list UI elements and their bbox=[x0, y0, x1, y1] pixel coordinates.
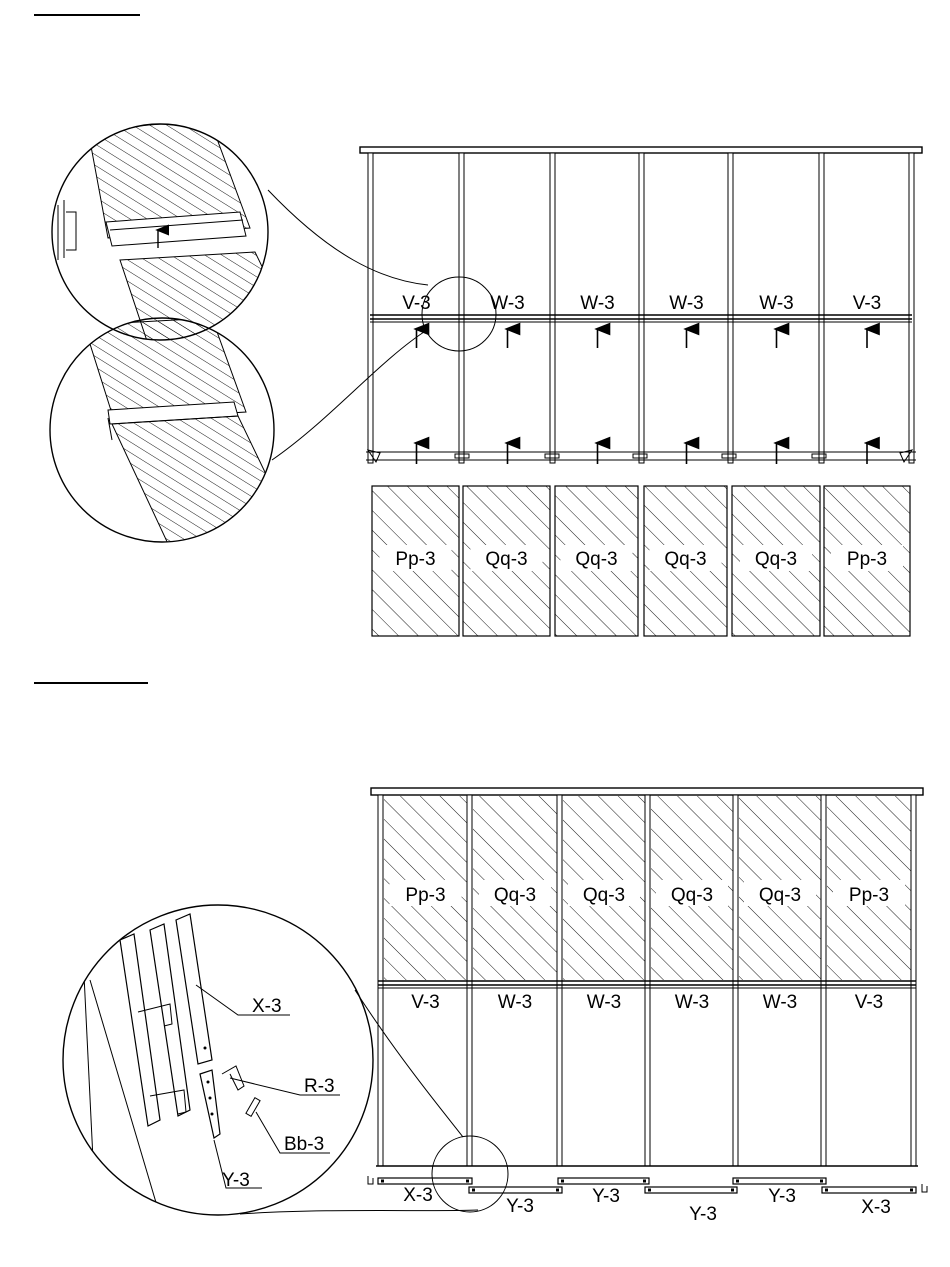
hatched-panel bbox=[732, 486, 820, 636]
step1-leader-curves bbox=[268, 190, 428, 460]
base-rail-label: Y-3 bbox=[768, 1186, 796, 1207]
hatched-panel bbox=[384, 796, 467, 980]
base-rail-label: X-3 bbox=[861, 1197, 891, 1218]
base-rail-label: Y-3 bbox=[592, 1186, 620, 1207]
step1-section bbox=[34, 15, 922, 636]
step1-detail-bottom bbox=[50, 318, 300, 548]
panel-label: Qq-3 bbox=[758, 885, 802, 906]
step1-frame-posts bbox=[368, 153, 914, 463]
hatched-panel bbox=[463, 486, 550, 636]
base-rail bbox=[733, 1178, 826, 1207]
frame-post bbox=[368, 153, 373, 463]
step1-top-beam bbox=[360, 147, 922, 153]
base-rail bbox=[558, 1178, 649, 1207]
step2-top-beam bbox=[371, 788, 923, 795]
rail-label: W-3 bbox=[674, 992, 710, 1013]
panel-label: Pp-3 bbox=[848, 885, 890, 906]
rail-label: W-3 bbox=[580, 293, 615, 314]
right-end-bracket bbox=[922, 1184, 927, 1192]
base-rail bbox=[378, 1178, 472, 1206]
hatched-panel bbox=[555, 486, 638, 636]
panel-label: Pp-3 bbox=[395, 549, 436, 570]
panel-label: Qq-3 bbox=[582, 885, 626, 906]
detail-callout-label: R-3 bbox=[304, 1076, 335, 1097]
rail-label: W-3 bbox=[497, 992, 533, 1013]
rail-label: W-3 bbox=[586, 992, 622, 1013]
panel-label: Qq-3 bbox=[493, 885, 537, 906]
base-rail bbox=[645, 1187, 737, 1225]
base-rail bbox=[469, 1187, 562, 1217]
detail-callout-label: Y-3 bbox=[222, 1170, 250, 1191]
step1-panels bbox=[372, 486, 910, 636]
rail-label: V-3 bbox=[411, 992, 440, 1013]
detail-callout-label: X-3 bbox=[252, 996, 282, 1017]
hatched-panel bbox=[739, 796, 821, 980]
rail-label: W-3 bbox=[490, 293, 525, 314]
rail-label: W-3 bbox=[759, 293, 794, 314]
hatched-panel bbox=[827, 796, 911, 980]
hatched-panel bbox=[651, 796, 733, 980]
rail-label: W-3 bbox=[669, 293, 704, 314]
frame-post bbox=[459, 153, 464, 463]
frame-post bbox=[550, 153, 555, 463]
panel-label: Qq-3 bbox=[754, 549, 798, 570]
rail-label: V-3 bbox=[854, 992, 884, 1013]
panel-label: Qq-3 bbox=[670, 885, 714, 906]
step2-detail bbox=[63, 905, 373, 1216]
frame-post bbox=[639, 153, 644, 463]
panel-label: Pp-3 bbox=[405, 885, 446, 906]
hatched-panel bbox=[473, 796, 557, 980]
frame-post bbox=[909, 153, 914, 463]
frame-post bbox=[819, 153, 824, 463]
step2-detail-callouts bbox=[222, 996, 335, 1191]
step2-section bbox=[34, 683, 927, 1225]
panel-label: Qq-3 bbox=[575, 549, 618, 570]
rail-label: V-3 bbox=[852, 293, 882, 314]
hatched-panel bbox=[644, 486, 727, 636]
hatched-panel bbox=[824, 486, 910, 636]
base-rail-label: Y-3 bbox=[689, 1204, 717, 1225]
hatched-panel bbox=[372, 486, 459, 636]
panel-label: Qq-3 bbox=[664, 549, 707, 570]
rail-label: W-3 bbox=[762, 992, 798, 1013]
hatched-panel bbox=[563, 796, 645, 980]
rail-label: V-3 bbox=[402, 293, 431, 314]
panel-label: Qq-3 bbox=[485, 549, 528, 570]
detail-callout-label: Bb-3 bbox=[284, 1134, 325, 1155]
step1-detail-top bbox=[52, 120, 300, 350]
frame-post bbox=[728, 153, 733, 463]
base-rail bbox=[822, 1187, 916, 1218]
base-rail-label: Y-3 bbox=[506, 1196, 534, 1217]
left-end-bracket bbox=[368, 1176, 373, 1184]
panel-label: Pp-3 bbox=[846, 549, 888, 570]
base-rail-label: X-3 bbox=[403, 1185, 433, 1206]
step2-base-rails bbox=[378, 1178, 916, 1225]
